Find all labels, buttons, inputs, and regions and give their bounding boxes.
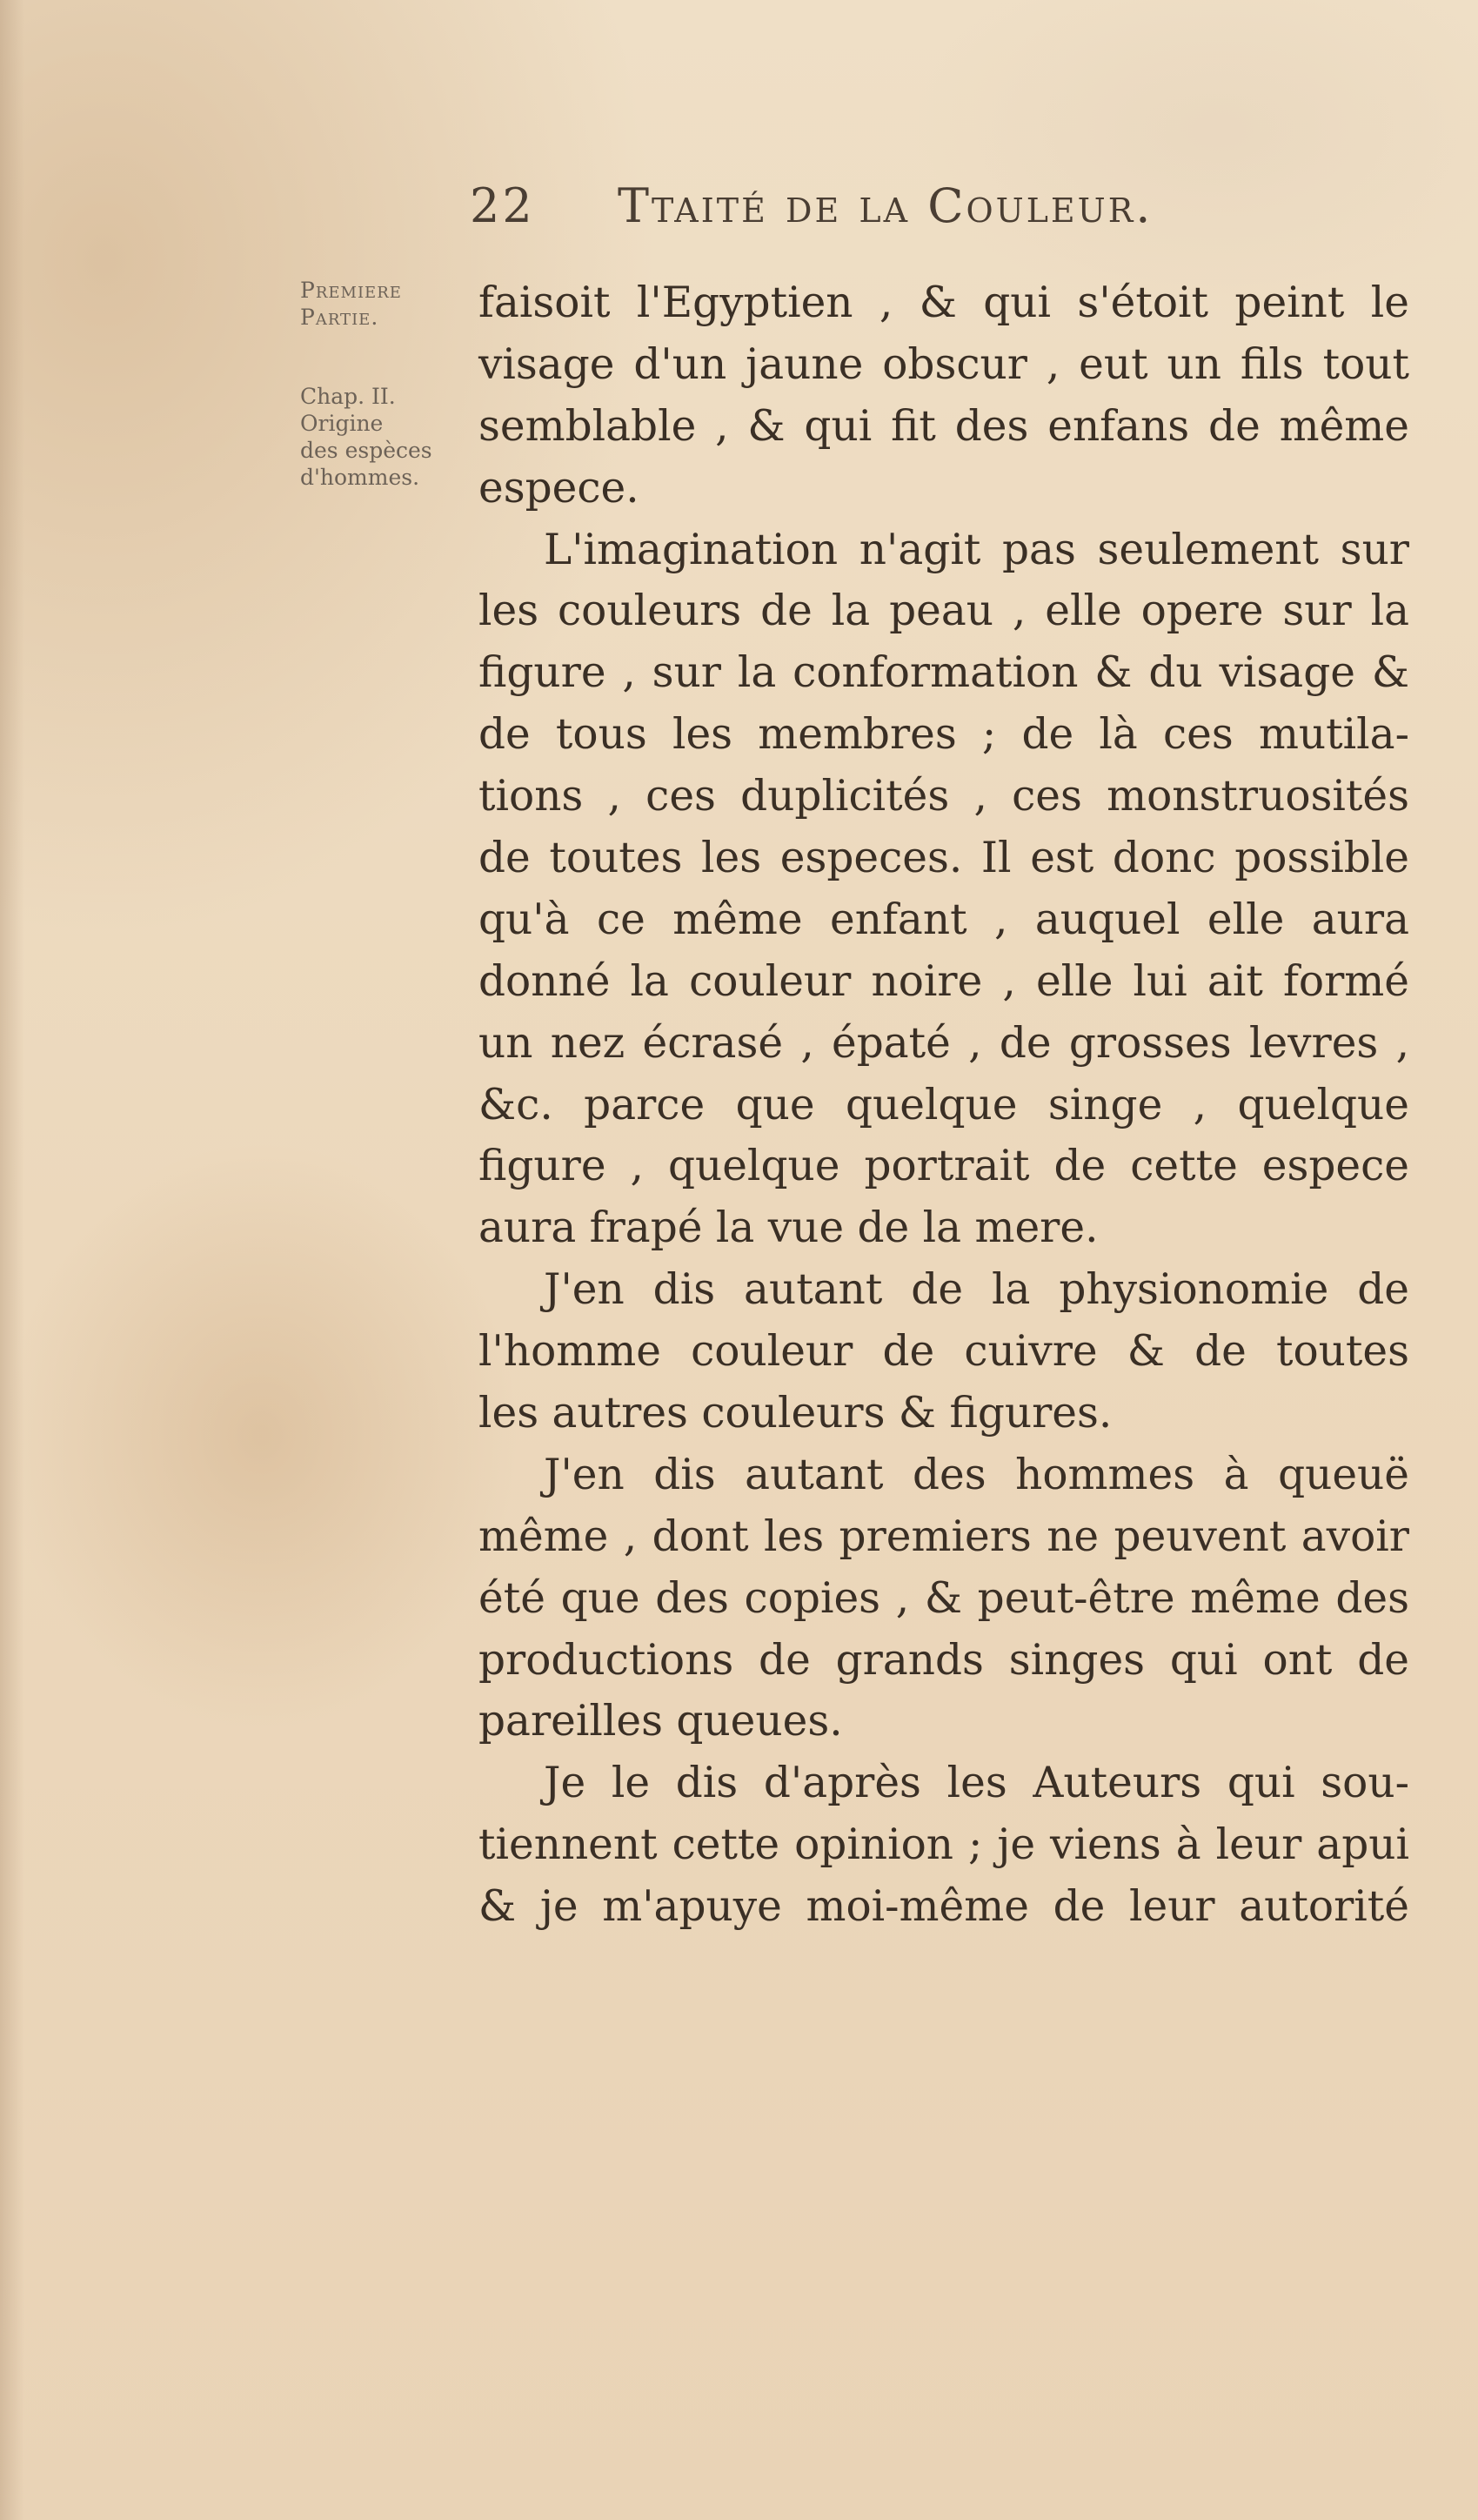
text-line: J'en dis autant de la physionomie de [544, 1265, 1409, 1315]
margin-note-chapter: Chap. II. [300, 384, 396, 409]
text-line: L'imagination n'agit pas seulement sur [544, 525, 1409, 574]
text-line: & je m'apuye moi-même de leur autorité [478, 1882, 1409, 1932]
text-line: figure , sur la conformation & du visage & [478, 648, 1409, 698]
text-line: productions de grands singes qui ont de [478, 1635, 1409, 1685]
page-header [470, 178, 1340, 248]
text-line: les couleurs de la peau , elle opere sur la [478, 586, 1409, 636]
text-line: faisoit l'Egyptien , & qui s'étoit peint le [478, 278, 1409, 327]
text-line: l'homme couleur de cuivre & de toutes [478, 1327, 1409, 1377]
text-line: donné la couleur noire , elle lui ait formé [478, 956, 1409, 1006]
text-line: pareilles queues. [478, 1697, 843, 1746]
margin-note-topic-line1: Origine [300, 411, 384, 436]
text-line: un nez écrasé , épaté , de grosses levres , [478, 1018, 1409, 1068]
body-text [478, 272, 1409, 1938]
text-line: J'en dis autant des hommes à queuë [544, 1450, 1409, 1499]
margin-note-topic-line3: d'hommes. [300, 465, 420, 490]
text-line: figure , quelque portrait de cette espece [478, 1142, 1409, 1191]
page-number: 22 [470, 178, 535, 233]
text-line: &c. parce que quelque singe , quelque [478, 1080, 1409, 1129]
text-line: de toutes les especes. Il est donc possible [478, 834, 1409, 883]
text-line: même , dont les premiers ne peuvent avoir [478, 1511, 1409, 1561]
text-line: Je le dis d'après les Auteurs qui sou- [544, 1759, 1409, 1808]
text-line: de tous les membres ; de là ces mutila- [478, 710, 1409, 760]
running-title: Ttaité de la Couleur. [618, 178, 1154, 233]
text-line: espece. [478, 463, 639, 513]
page-edge-shadow [0, 0, 24, 2520]
text-line: tiennent cette opinion ; je viens à leur apui [478, 1820, 1409, 1870]
text-line: les autres couleurs & figures. [478, 1389, 1113, 1438]
margin-note-part: Premiere [300, 278, 402, 303]
margin-note-topic-line2: des espèces [300, 438, 432, 463]
text-line: qu'à ce même enfant , auquel elle aura [478, 895, 1409, 944]
text-line: été que des copies , & peut-être même des [478, 1573, 1409, 1623]
text-line: aura frapé la vue de la mere. [478, 1203, 1099, 1253]
margin-note-part-line2: Partie. [300, 305, 379, 330]
text-line: visage d'un jaune obscur , eut un fils tout [478, 339, 1409, 389]
text-line: tions , ces duplicités , ces monstruosités [478, 772, 1409, 821]
margin-notes [300, 277, 474, 491]
text-line: semblable , & qui fit des enfans de même [478, 401, 1409, 451]
